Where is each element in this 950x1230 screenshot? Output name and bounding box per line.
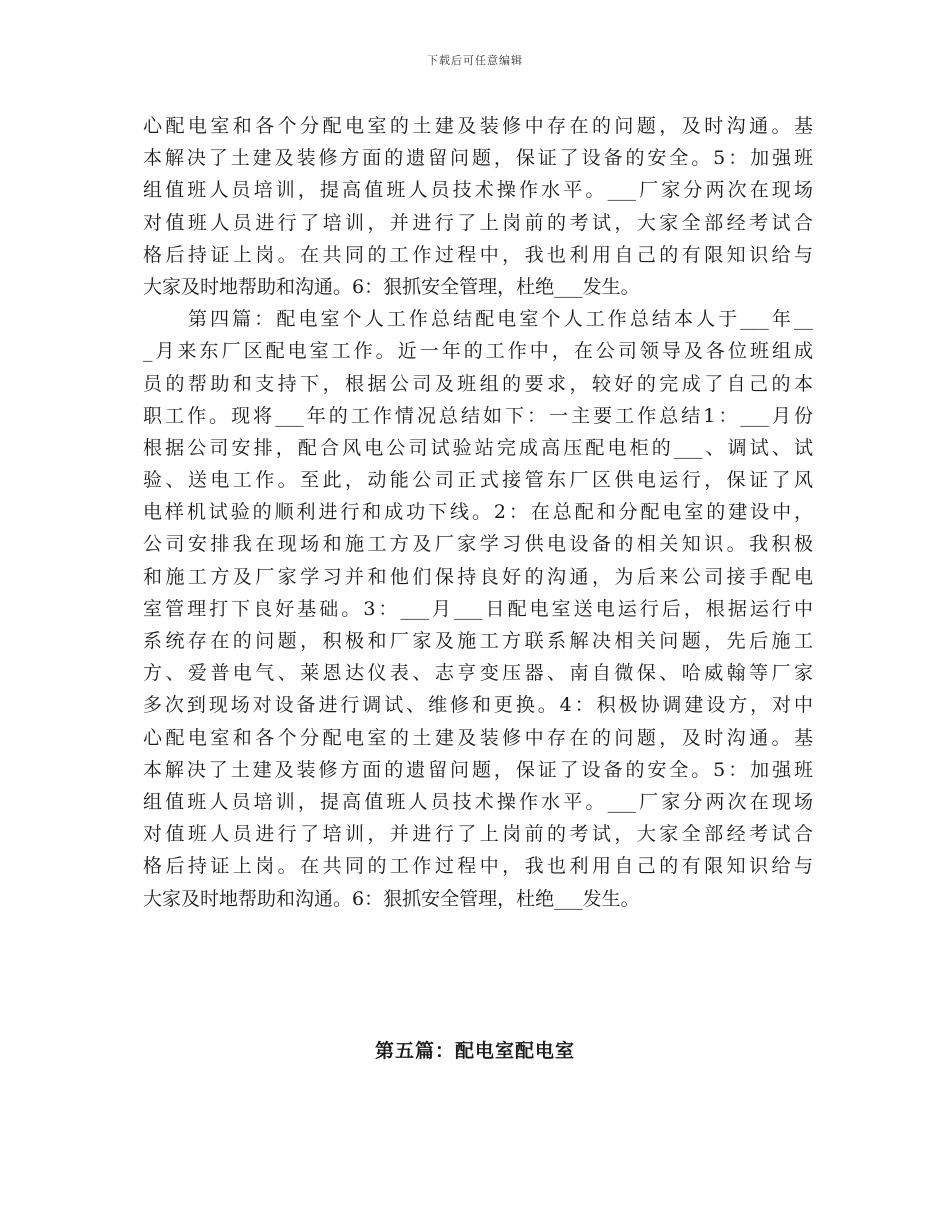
text-line: 对值班人员进行了培训，并进行了上岗前的考试，大家全部经考试合 — [143, 211, 813, 234]
text-line: 大家及时地帮助和沟通。6：狠抓安全管理，杜绝___发生。 — [143, 275, 640, 298]
text-line: 第四篇：配电室个人工作总结配电室个人工作总结本人于___年__ — [188, 308, 813, 331]
text-line: 公司安排我在现场和施工方及厂家学习供电设备的相关知识。我积极 — [143, 533, 813, 556]
text-line: 方、爱普电气、莱恩达仪表、志亨变压器、南自微保、哈威翰等厂家 — [143, 662, 813, 685]
text-line: 本解决了土建及装修方面的遗留问题，保证了设备的安全。5：加强班 — [143, 147, 813, 170]
text-line: _月来东厂区配电室工作。近一年的工作中，在公司领导及各位班组成 — [143, 340, 813, 363]
page-header: 下载后可任意编辑 — [427, 54, 523, 67]
text-line: 员的帮助和支持下，根据公司及班组的要求，较好的完成了自己的本 — [143, 372, 813, 395]
text-line: 多次到现场对设备进行调试、维修和更换。4：积极协调建设方，对中 — [143, 694, 813, 717]
text-line: 室管理打下良好基础。3：___月___日配电室送电运行后，根据运行中 — [143, 597, 813, 620]
text-line: 根据公司安排，配合风电公司试验站完成高压配电柜的___、调试、试 — [143, 436, 813, 459]
text-line: 大家及时地帮助和沟通。6：狠抓安全管理，杜绝___发生。 — [143, 887, 640, 910]
section-title: 第五篇：配电室配电室 — [374, 1040, 575, 1062]
text-line: 系统存在的问题，积极和厂家及施工方联系解决相关问题，先后施工 — [143, 630, 813, 652]
text-line: 验、送电工作。至此，动能公司正式接管东厂区供电运行，保证了风 — [143, 469, 813, 492]
text-line: 电样机试验的顺利进行和成功下线。2：在总配和分配电室的建设中， — [143, 501, 813, 524]
text-line: 本解决了土建及装修方面的遗留问题，保证了设备的安全。5：加强班 — [143, 758, 813, 781]
text-line: 职工作。现将___年的工作情况总结如下：一主要工作总结1：___月份 — [143, 404, 813, 427]
document-body — [143, 110, 813, 915]
text-line: 心配电室和各个分配电室的土建及装修中存在的问题，及时沟通。基 — [143, 726, 813, 749]
text-line: 组值班人员培训，提高值班人员技术操作水平。___厂家分两次在现场 — [143, 179, 813, 202]
text-line: 格后持证上岗。在共同的工作过程中，我也利用自己的有限知识给与 — [143, 855, 813, 878]
text-line: 格后持证上岗。在共同的工作过程中，我也利用自己的有限知识给与 — [143, 243, 813, 266]
text-line: 对值班人员进行了培训，并进行了上岗前的考试，大家全部经考试合 — [143, 823, 813, 846]
text-line: 心配电室和各个分配电室的土建及装修中存在的问题，及时沟通。基 — [143, 115, 813, 137]
text-line: 组值班人员培训，提高值班人员技术操作水平。___厂家分两次在现场 — [143, 790, 813, 813]
text-line: 和施工方及厂家学习并和他们保持良好的沟通，为后来公司接手配电 — [143, 565, 813, 588]
